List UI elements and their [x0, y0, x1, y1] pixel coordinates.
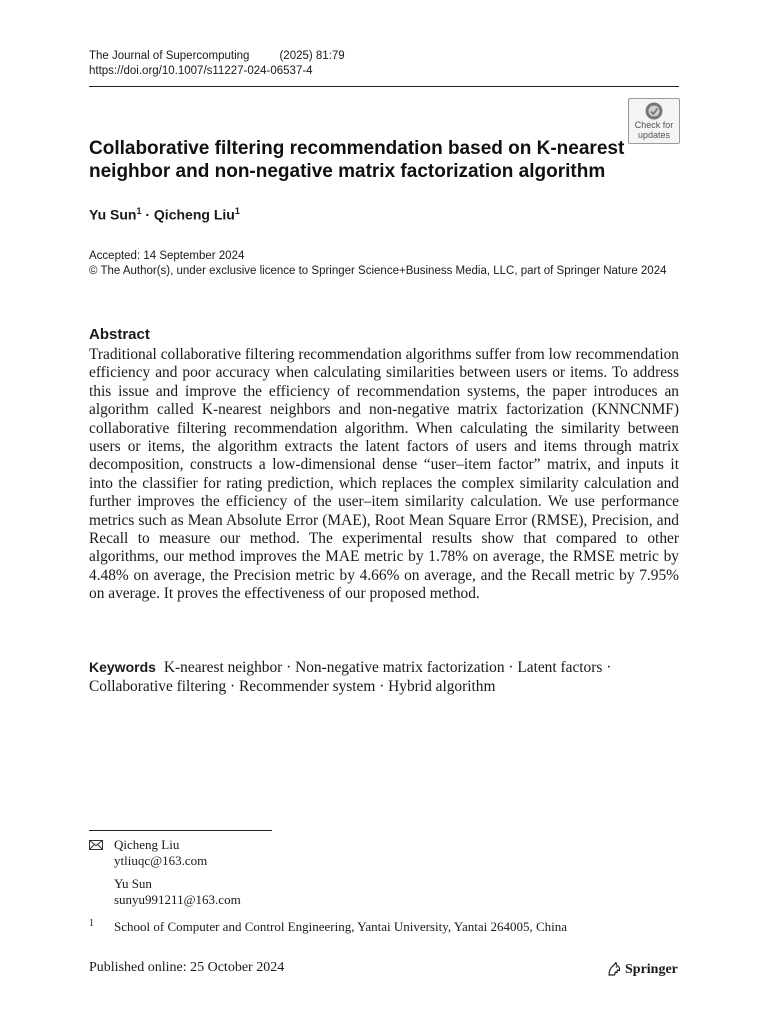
article-meta — [89, 249, 679, 279]
contact-name: Qicheng Liu — [114, 837, 180, 852]
author-affil-mark: 1 — [136, 206, 142, 216]
abstract-body: Traditional collaborative filtering recommendation algorithms suffer from low recommendation efficiency and poor accuracy when calculating similarities between users or items. To address this issue and improve the efficiency of recommendation systems, the paper introduces an algorithm called K-nearest neighbors and non-negative matrix factorization (KNNCNMF) collaborative filtering recommendation algorithm. When calculating the similarity between users or items, the algorithm extracts the latent factors of users and items through matrix decomposition, constructs a low-dimensional dense “user–item factor” matrix, and inputs it into the classifier for rating prediction, which replaces the complex similarity calculation and further improves the efficiency of the user–item similarity calculation. We use performance metrics such as Mean Absolute Error (MAE), Root Mean Square Error (RMSE), Precision, and Recall to measure our method. The experimental results show that compared to other algorithms, our method improves the MAE metric by 1.78% on average, the RMSE metric by 4.48% on average, the Precision metric by 4.66% on average, and the Recall metric by 7.95% on average. It proves the effectiveness of our proposed method. — [89, 346, 679, 603]
affiliation-text: School of Computer and Control Engineering, Yantai University, Yantai 264005, China — [114, 919, 568, 934]
coauthor-contact — [114, 876, 241, 908]
author-affil-mark: 1 — [234, 206, 240, 216]
license-statement: © The Author(s), under exclusive licence to Springer Science+Business Media, LLC, part of Springer Nature 2024 — [89, 265, 667, 277]
journal-volume: (2025) 81:79 — [279, 50, 345, 62]
affiliation-number: 1 — [89, 918, 94, 929]
journal-name: The Journal of Supercomputing — [89, 50, 250, 62]
author-name[interactable]: Qicheng Liu — [153, 206, 235, 223]
author-name[interactable]: Yu Sun — [89, 206, 137, 223]
footnote-divider — [89, 830, 272, 831]
contact-email[interactable]: sunyu991211@163.com — [114, 892, 241, 907]
mail-icon — [89, 840, 103, 850]
contact-name: Yu Sun — [114, 876, 152, 891]
publisher-name: Springer — [625, 962, 678, 977]
accepted-date: Accepted: 14 September 2024 — [89, 250, 245, 262]
badge-label-line1: Check for — [634, 120, 674, 130]
author-list — [89, 206, 240, 223]
keywords-label: Keywords — [89, 659, 156, 675]
published-date: Published online: 25 October 2024 — [89, 960, 285, 975]
abstract-heading: Abstract — [89, 326, 150, 343]
journal-header — [89, 48, 345, 64]
springer-horse-icon — [606, 961, 622, 977]
publisher-logo — [606, 960, 678, 978]
paper-title: Collaborative filtering recommendation based on K-nearest neighbor and non-negative matrix factorization algorithm — [89, 138, 625, 182]
doi-link[interactable]: https://doi.org/10.1007/s11227-024-06537-4 — [89, 65, 313, 77]
keywords-block — [89, 658, 679, 696]
author-separator: · — [141, 206, 154, 223]
badge-label-line2: updates — [637, 129, 671, 140]
contact-email[interactable]: ytliuqc@163.com — [114, 853, 208, 868]
check-for-updates-icon — [642, 101, 666, 121]
corresponding-author — [114, 837, 207, 869]
check-for-updates-badge[interactable] — [628, 98, 680, 144]
keywords-list: K-nearest neighbor · Non-negative matrix factorization · Latent factors · Collaborative filtering · Recommender system · Hybrid algorithm — [89, 659, 612, 695]
header-divider — [89, 86, 679, 87]
